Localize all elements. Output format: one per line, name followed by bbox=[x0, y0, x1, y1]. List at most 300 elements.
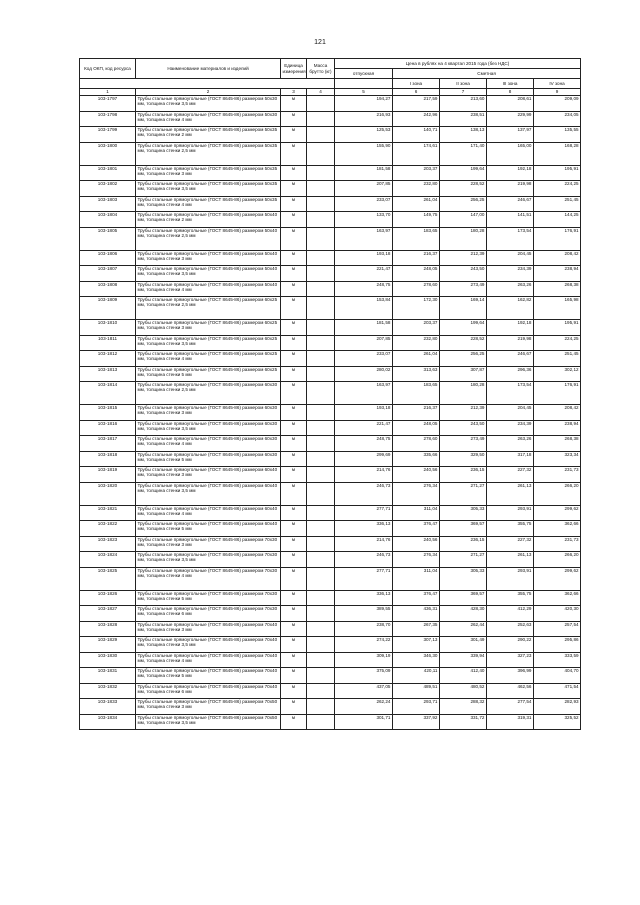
row-price-zone-2: 243,50 bbox=[440, 420, 487, 436]
row-price-zone-4: 168,28 bbox=[534, 142, 581, 165]
row-unit: м bbox=[281, 505, 307, 521]
row-price-zone-3: 462,56 bbox=[487, 683, 534, 699]
row-name: Трубы стальные прямоугольные (ГОСТ 8645-86) размером 60х25 мм, толщина стенки 2,5 мм bbox=[136, 297, 281, 320]
row-price-zone-4: 282,93 bbox=[534, 699, 581, 715]
row-name: Трубы стальные прямоугольные (ГОСТ 8645-86) размером 70х40 мм, толщина стенки 3 мм bbox=[136, 621, 281, 637]
row-unit: м bbox=[281, 621, 307, 637]
row-unit: м bbox=[281, 366, 307, 382]
row-name: Трубы стальные прямоугольные (ГОСТ 8645-86) размером 50х40 мм, толщина стенки 2 мм bbox=[136, 212, 281, 228]
header-price-group: Цена в рублях на 4 квартал 2015 года (без НДС) bbox=[335, 59, 581, 69]
row-price-zone-4: 165,98 bbox=[534, 297, 581, 320]
row-price-zone-1: 420,11 bbox=[393, 668, 440, 684]
row-unit: м bbox=[281, 111, 307, 127]
row-price-zone-1: 261,04 bbox=[393, 351, 440, 367]
row-name: Трубы стальные прямоугольные (ГОСТ 8645-86) размером 70х30 мм, толщина стенки 4 мм bbox=[136, 567, 281, 590]
row-price-release: 375,09 bbox=[335, 668, 393, 684]
row-mass bbox=[307, 320, 335, 336]
row-price-zone-1: 311,04 bbox=[393, 505, 440, 521]
row-price-zone-3: 277,54 bbox=[487, 699, 534, 715]
row-price-zone-2: 262,44 bbox=[440, 621, 487, 637]
table-row bbox=[80, 320, 581, 336]
row-name: Трубы стальные прямоугольные (ГОСТ 8645-86) размером 60х30 мм, толщина стенки 2,5 мм bbox=[136, 382, 281, 405]
row-price-zone-1: 240,56 bbox=[393, 467, 440, 483]
row-mass bbox=[307, 227, 335, 250]
row-price-zone-3: 137,97 bbox=[487, 127, 534, 143]
row-price-zone-4: 302,12 bbox=[534, 366, 581, 382]
row-price-zone-4: 231,73 bbox=[534, 536, 581, 552]
row-price-release: 389,55 bbox=[335, 606, 393, 622]
row-mass bbox=[307, 652, 335, 668]
row-price-zone-3: 355,75 bbox=[487, 521, 534, 537]
row-name: Трубы стальные прямоугольные (ГОСТ 8645-86) размером 50х35 мм, толщина стенки 3,5 мм bbox=[136, 181, 281, 197]
row-price-zone-4: 195,91 bbox=[534, 165, 581, 181]
table-row bbox=[80, 521, 581, 537]
row-price-zone-1: 489,51 bbox=[393, 683, 440, 699]
row-mass bbox=[307, 297, 335, 320]
row-price-release: 214,76 bbox=[335, 536, 393, 552]
row-price-release: 309,19 bbox=[335, 652, 393, 668]
col-number: 2 bbox=[136, 89, 281, 96]
row-name: Трубы стальные прямоугольные (ГОСТ 8645-86) размером 70х30 мм, толщина стенки 3 мм bbox=[136, 536, 281, 552]
row-mass bbox=[307, 127, 335, 143]
row-price-zone-1: 436,31 bbox=[393, 606, 440, 622]
col-number: 6 bbox=[393, 89, 440, 96]
row-name: Трубы стальные прямоугольные (ГОСТ 8645-86) размером 60х40 мм, толщина стенки 3 мм bbox=[136, 467, 281, 483]
row-price-release: 207,85 bbox=[335, 335, 393, 351]
row-unit: м bbox=[281, 281, 307, 297]
row-code: 103-1811 bbox=[80, 335, 136, 351]
row-price-release: 246,73 bbox=[335, 552, 393, 568]
table-body bbox=[80, 96, 581, 730]
price-table bbox=[79, 58, 581, 730]
header-zone-4: IV зона bbox=[534, 79, 581, 89]
row-name: Трубы стальные прямоугольные (ГОСТ 8645-86) размером 50х40 мм, толщина стенки 2,5 мм bbox=[136, 227, 281, 250]
row-code: 103-1816 bbox=[80, 420, 136, 436]
table-row bbox=[80, 606, 581, 622]
row-code: 103-1818 bbox=[80, 451, 136, 467]
row-mass bbox=[307, 165, 335, 181]
row-unit: м bbox=[281, 320, 307, 336]
row-price-zone-3: 208,61 bbox=[487, 96, 534, 112]
row-price-release: 221,47 bbox=[335, 420, 393, 436]
table-row bbox=[80, 266, 581, 282]
row-code: 103-1825 bbox=[80, 567, 136, 590]
row-price-release: 246,73 bbox=[335, 482, 393, 505]
row-mass bbox=[307, 552, 335, 568]
row-code: 103-1831 bbox=[80, 668, 136, 684]
row-code: 103-1828 bbox=[80, 621, 136, 637]
row-price-zone-2: 169,14 bbox=[440, 297, 487, 320]
row-code: 103-1832 bbox=[80, 683, 136, 699]
row-name: Трубы стальные прямоугольные (ГОСТ 8645-86) размером 60х40 мм, толщина стенки 3,5 мм bbox=[136, 482, 281, 505]
row-mass bbox=[307, 96, 335, 112]
row-unit: м bbox=[281, 297, 307, 320]
row-price-zone-2: 271,27 bbox=[440, 482, 487, 505]
row-price-zone-1: 248,05 bbox=[393, 266, 440, 282]
row-price-zone-3: 173,54 bbox=[487, 382, 534, 405]
row-code: 103-1822 bbox=[80, 521, 136, 537]
row-price-zone-2: 331,72 bbox=[440, 714, 487, 730]
row-price-zone-2: 199,64 bbox=[440, 165, 487, 181]
row-code: 103-1804 bbox=[80, 212, 136, 228]
row-unit: м bbox=[281, 552, 307, 568]
header-name: Наименование материалов и изделий bbox=[136, 59, 281, 79]
row-mass bbox=[307, 335, 335, 351]
header-mass: Масса брутто (кг) bbox=[307, 59, 335, 79]
row-price-zone-4: 251,45 bbox=[534, 196, 581, 212]
row-mass bbox=[307, 212, 335, 228]
table-row bbox=[80, 482, 581, 505]
row-price-release: 277,71 bbox=[335, 505, 393, 521]
row-mass bbox=[307, 621, 335, 637]
row-price-zone-3: 355,75 bbox=[487, 590, 534, 606]
row-price-release: 336,13 bbox=[335, 590, 393, 606]
row-unit: м bbox=[281, 196, 307, 212]
row-mass bbox=[307, 683, 335, 699]
header-estimate-label: Сметная bbox=[477, 70, 496, 76]
row-unit: м bbox=[281, 668, 307, 684]
row-price-zone-2: 180,28 bbox=[440, 382, 487, 405]
row-unit: м bbox=[281, 405, 307, 421]
row-code: 103-1824 bbox=[80, 552, 136, 568]
row-price-zone-1: 183,65 bbox=[393, 227, 440, 250]
row-price-release: 262,24 bbox=[335, 699, 393, 715]
row-price-zone-3: 234,39 bbox=[487, 266, 534, 282]
row-mass bbox=[307, 420, 335, 436]
row-price-zone-3: 293,91 bbox=[487, 505, 534, 521]
row-price-zone-3: 246,67 bbox=[487, 351, 534, 367]
header-zone-3: III зона bbox=[487, 79, 534, 89]
row-name: Трубы стальные прямоугольные (ГОСТ 8645-86) размером 60х40 мм, толщина стенки 4 мм bbox=[136, 505, 281, 521]
row-unit: м bbox=[281, 652, 307, 668]
row-price-zone-2: 271,27 bbox=[440, 552, 487, 568]
row-mass bbox=[307, 111, 335, 127]
row-price-zone-1: 376,47 bbox=[393, 590, 440, 606]
row-price-zone-2: 288,32 bbox=[440, 699, 487, 715]
row-mass bbox=[307, 436, 335, 452]
row-price-zone-2: 228,52 bbox=[440, 181, 487, 197]
row-price-zone-4: 333,59 bbox=[534, 652, 581, 668]
row-price-zone-4: 471,54 bbox=[534, 683, 581, 699]
row-name: Трубы стальные прямоугольные (ГОСТ 8645-86) размером 50х40 мм, толщина стенки 3 мм bbox=[136, 250, 281, 266]
row-price-zone-1: 311,04 bbox=[393, 567, 440, 590]
header-unit: Единица измерения bbox=[281, 59, 307, 79]
row-unit: м bbox=[281, 227, 307, 250]
row-price-zone-3: 234,39 bbox=[487, 420, 534, 436]
header-release-blank bbox=[335, 79, 393, 89]
row-price-zone-3: 219,98 bbox=[487, 335, 534, 351]
row-unit: м bbox=[281, 335, 307, 351]
row-price-zone-2: 212,39 bbox=[440, 250, 487, 266]
row-price-zone-2: 329,50 bbox=[440, 451, 487, 467]
table-row bbox=[80, 714, 581, 730]
table-row bbox=[80, 366, 581, 382]
table-row bbox=[80, 335, 581, 351]
row-price-zone-4: 268,38 bbox=[534, 281, 581, 297]
row-unit: м bbox=[281, 606, 307, 622]
row-code: 103-1834 bbox=[80, 714, 136, 730]
row-price-zone-3: 192,18 bbox=[487, 165, 534, 181]
row-price-release: 238,70 bbox=[335, 621, 393, 637]
row-name: Трубы стальные прямоугольные (ГОСТ 8645-86) размером 70х40 мм, толщина стенки 6 мм bbox=[136, 683, 281, 699]
row-mass bbox=[307, 590, 335, 606]
row-price-zone-4: 257,54 bbox=[534, 621, 581, 637]
row-name: Трубы стальные прямоугольные (ГОСТ 8645-86) размером 50х30 мм, толщина стенки 3,5 мм bbox=[136, 96, 281, 112]
row-price-zone-4: 208,42 bbox=[534, 250, 581, 266]
row-price-zone-1: 313,63 bbox=[393, 366, 440, 382]
row-code: 103-1827 bbox=[80, 606, 136, 622]
row-code: 103-1802 bbox=[80, 181, 136, 197]
table-row bbox=[80, 451, 581, 467]
row-price-zone-2: 480,52 bbox=[440, 683, 487, 699]
row-price-zone-4: 266,20 bbox=[534, 482, 581, 505]
row-code: 103-1797 bbox=[80, 96, 136, 112]
row-price-zone-4: 268,38 bbox=[534, 436, 581, 452]
row-mass bbox=[307, 142, 335, 165]
row-price-zone-1: 216,37 bbox=[393, 405, 440, 421]
row-price-zone-4: 176,91 bbox=[534, 227, 581, 250]
row-unit: м bbox=[281, 637, 307, 653]
row-code: 103-1833 bbox=[80, 699, 136, 715]
row-unit: м bbox=[281, 451, 307, 467]
row-price-release: 193,18 bbox=[335, 405, 393, 421]
row-price-zone-2: 171,40 bbox=[440, 142, 487, 165]
row-mass bbox=[307, 637, 335, 653]
row-price-zone-2: 138,13 bbox=[440, 127, 487, 143]
row-price-release: 181,58 bbox=[335, 320, 393, 336]
row-name: Трубы стальные прямоугольные (ГОСТ 8645-86) размером 50х35 мм, толщина стенки 2 мм bbox=[136, 127, 281, 143]
row-price-zone-2: 305,33 bbox=[440, 505, 487, 521]
row-unit: м bbox=[281, 467, 307, 483]
row-price-zone-4: 251,45 bbox=[534, 351, 581, 367]
row-name: Трубы стальные прямоугольные (ГОСТ 8645-86) размером 60х30 мм, толщина стенки 4 мм bbox=[136, 436, 281, 452]
row-price-zone-1: 232,80 bbox=[393, 335, 440, 351]
row-price-zone-4: 299,62 bbox=[534, 567, 581, 590]
row-code: 103-1799 bbox=[80, 127, 136, 143]
row-price-zone-3: 317,18 bbox=[487, 451, 534, 467]
row-unit: м bbox=[281, 266, 307, 282]
row-name: Трубы стальные прямоугольные (ГОСТ 8645-86) размером 50х35 мм, толщина стенки 3 мм bbox=[136, 165, 281, 181]
row-mass bbox=[307, 351, 335, 367]
row-code: 103-1817 bbox=[80, 436, 136, 452]
row-price-zone-1: 376,47 bbox=[393, 521, 440, 537]
page-number: 121 bbox=[314, 39, 326, 46]
row-name: Трубы стальные прямоугольные (ГОСТ 8645-86) размером 60х30 мм, толщина стенки 3,5 мм bbox=[136, 420, 281, 436]
row-price-zone-2: 236,15 bbox=[440, 536, 487, 552]
row-price-zone-1: 174,61 bbox=[393, 142, 440, 165]
table-row bbox=[80, 590, 581, 606]
row-mass bbox=[307, 606, 335, 622]
row-code: 103-1809 bbox=[80, 297, 136, 320]
row-code: 103-1798 bbox=[80, 111, 136, 127]
row-price-release: 336,13 bbox=[335, 521, 393, 537]
row-name: Трубы стальные прямоугольные (ГОСТ 8645-86) размером 70х30 мм, толщина стенки 5 мм bbox=[136, 590, 281, 606]
row-price-zone-2: 238,51 bbox=[440, 111, 487, 127]
row-price-zone-3: 263,26 bbox=[487, 281, 534, 297]
row-price-zone-1: 278,60 bbox=[393, 436, 440, 452]
row-price-zone-4: 209,09 bbox=[534, 96, 581, 112]
row-price-zone-1: 335,66 bbox=[393, 451, 440, 467]
row-price-release: 301,71 bbox=[335, 714, 393, 730]
table-row bbox=[80, 196, 581, 212]
table-row bbox=[80, 699, 581, 715]
row-code: 103-1810 bbox=[80, 320, 136, 336]
row-code: 103-1819 bbox=[80, 467, 136, 483]
row-name: Трубы стальные прямоугольные (ГОСТ 8645-86) размером 60х30 мм, толщина стенки 5 мм bbox=[136, 451, 281, 467]
row-price-zone-2: 236,15 bbox=[440, 467, 487, 483]
row-mass bbox=[307, 382, 335, 405]
row-code: 103-1814 bbox=[80, 382, 136, 405]
row-price-release: 274,22 bbox=[335, 637, 393, 653]
header-code: Код ОКП, код ресурса bbox=[80, 59, 136, 79]
row-code: 103-1812 bbox=[80, 351, 136, 367]
table-row bbox=[80, 165, 581, 181]
row-unit: м bbox=[281, 142, 307, 165]
row-unit: м bbox=[281, 250, 307, 266]
row-price-zone-3: 227,32 bbox=[487, 467, 534, 483]
row-unit: м bbox=[281, 536, 307, 552]
row-price-zone-1: 203,37 bbox=[393, 320, 440, 336]
header-zone-2: II зона bbox=[440, 79, 487, 89]
table-row bbox=[80, 212, 581, 228]
row-code: 103-1805 bbox=[80, 227, 136, 250]
row-unit: м bbox=[281, 96, 307, 112]
row-unit: м bbox=[281, 127, 307, 143]
row-price-release: 280,02 bbox=[335, 366, 393, 382]
table-row bbox=[80, 250, 581, 266]
row-mass bbox=[307, 699, 335, 715]
row-price-zone-1: 140,71 bbox=[393, 127, 440, 143]
table-row bbox=[80, 467, 581, 483]
row-code: 103-1823 bbox=[80, 536, 136, 552]
row-price-zone-3: 204,45 bbox=[487, 405, 534, 421]
table-row bbox=[80, 351, 581, 367]
table-row bbox=[80, 181, 581, 197]
row-mass bbox=[307, 482, 335, 505]
row-code: 103-1806 bbox=[80, 250, 136, 266]
row-code: 103-1800 bbox=[80, 142, 136, 165]
row-price-zone-2: 243,50 bbox=[440, 266, 487, 282]
row-price-zone-4: 144,25 bbox=[534, 212, 581, 228]
row-price-zone-2: 147,00 bbox=[440, 212, 487, 228]
table-row bbox=[80, 111, 581, 127]
row-code: 103-1830 bbox=[80, 652, 136, 668]
row-price-zone-2: 212,39 bbox=[440, 405, 487, 421]
row-price-zone-2: 301,49 bbox=[440, 637, 487, 653]
header-zone-1: I зона bbox=[393, 79, 440, 89]
row-price-release: 216,93 bbox=[335, 111, 393, 127]
col-number: 9 bbox=[534, 89, 581, 96]
row-unit: м bbox=[281, 567, 307, 590]
row-price-release: 194,27 bbox=[335, 96, 393, 112]
row-price-zone-2: 369,57 bbox=[440, 521, 487, 537]
row-price-zone-4: 323,34 bbox=[534, 451, 581, 467]
row-unit: м bbox=[281, 181, 307, 197]
row-price-zone-4: 224,25 bbox=[534, 335, 581, 351]
row-price-release: 207,85 bbox=[335, 181, 393, 197]
row-price-zone-3: 204,45 bbox=[487, 250, 534, 266]
row-mass bbox=[307, 714, 335, 730]
table-row bbox=[80, 637, 581, 653]
row-name: Трубы стальные прямоугольные (ГОСТ 8645-86) размером 50х30 мм, толщина стенки 4 мм bbox=[136, 111, 281, 127]
row-price-zone-4: 238,94 bbox=[534, 420, 581, 436]
row-price-zone-4: 325,52 bbox=[534, 714, 581, 730]
row-price-zone-4: 362,66 bbox=[534, 521, 581, 537]
table-row bbox=[80, 420, 581, 436]
row-price-zone-1: 346,30 bbox=[393, 652, 440, 668]
row-price-zone-4: 238,94 bbox=[534, 266, 581, 282]
row-price-zone-3: 293,91 bbox=[487, 567, 534, 590]
table-row bbox=[80, 652, 581, 668]
row-name: Трубы стальные прямоугольные (ГОСТ 8645-86) размером 50х35 мм, толщина стенки 2,5 мм bbox=[136, 142, 281, 165]
row-price-zone-1: 276,34 bbox=[393, 482, 440, 505]
row-price-zone-3: 246,67 bbox=[487, 196, 534, 212]
row-price-zone-1: 337,92 bbox=[393, 714, 440, 730]
table-row bbox=[80, 227, 581, 250]
table-row bbox=[80, 436, 581, 452]
header-estimate bbox=[393, 69, 581, 79]
row-price-zone-3: 192,18 bbox=[487, 320, 534, 336]
row-name: Трубы стальные прямоугольные (ГОСТ 8645-86) размером 60х25 мм, толщина стенки 3 мм bbox=[136, 320, 281, 336]
table-row bbox=[80, 567, 581, 590]
row-price-zone-4: 195,91 bbox=[534, 320, 581, 336]
row-mass bbox=[307, 281, 335, 297]
table-row bbox=[80, 668, 581, 684]
row-mass bbox=[307, 505, 335, 521]
row-mass bbox=[307, 567, 335, 590]
row-price-zone-3: 252,63 bbox=[487, 621, 534, 637]
row-price-zone-2: 339,94 bbox=[440, 652, 487, 668]
row-price-zone-1: 216,37 bbox=[393, 250, 440, 266]
row-price-release: 437,05 bbox=[335, 683, 393, 699]
row-price-zone-4: 420,30 bbox=[534, 606, 581, 622]
row-price-zone-2: 228,52 bbox=[440, 335, 487, 351]
col-number: 1 bbox=[80, 89, 136, 96]
row-mass bbox=[307, 181, 335, 197]
row-price-release: 181,58 bbox=[335, 165, 393, 181]
col-number: 8 bbox=[487, 89, 534, 96]
row-price-zone-2: 307,87 bbox=[440, 366, 487, 382]
row-price-zone-1: 183,65 bbox=[393, 382, 440, 405]
row-price-release: 233,07 bbox=[335, 196, 393, 212]
col-number: 4 bbox=[307, 89, 335, 96]
col-number: 7 bbox=[440, 89, 487, 96]
row-price-zone-4: 224,25 bbox=[534, 181, 581, 197]
table-row bbox=[80, 96, 581, 112]
row-price-zone-4: 231,73 bbox=[534, 467, 581, 483]
header-release: отпускная bbox=[335, 69, 393, 79]
row-price-zone-1: 261,04 bbox=[393, 196, 440, 212]
row-price-zone-3: 261,13 bbox=[487, 482, 534, 505]
row-code: 103-1808 bbox=[80, 281, 136, 297]
table-row bbox=[80, 382, 581, 405]
row-price-zone-1: 278,60 bbox=[393, 281, 440, 297]
row-price-zone-3: 162,82 bbox=[487, 297, 534, 320]
table-row bbox=[80, 142, 581, 165]
row-code: 103-1829 bbox=[80, 637, 136, 653]
row-price-zone-3: 141,51 bbox=[487, 212, 534, 228]
row-price-zone-2: 180,28 bbox=[440, 227, 487, 250]
col-number: 3 bbox=[281, 89, 307, 96]
row-price-zone-4: 234,05 bbox=[534, 111, 581, 127]
row-price-zone-2: 412,40 bbox=[440, 668, 487, 684]
row-mass bbox=[307, 521, 335, 537]
row-price-zone-2: 256,25 bbox=[440, 351, 487, 367]
row-name: Трубы стальные прямоугольные (ГОСТ 8645-86) размером 70х30 мм, толщина стенки 3,5 мм bbox=[136, 552, 281, 568]
row-unit: м bbox=[281, 212, 307, 228]
row-price-zone-3: 412,29 bbox=[487, 606, 534, 622]
row-price-zone-2: 305,33 bbox=[440, 567, 487, 590]
